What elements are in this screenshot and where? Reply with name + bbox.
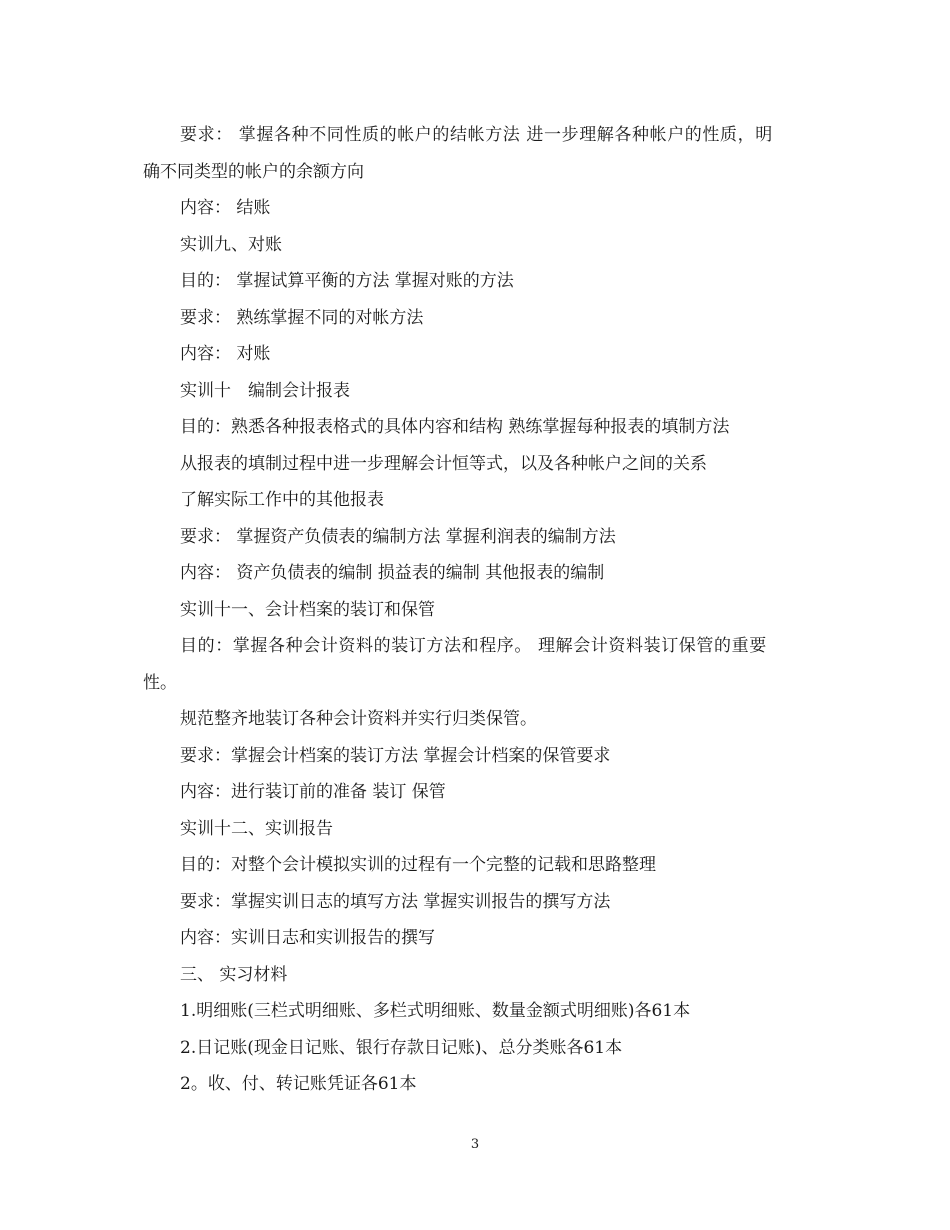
paragraph-line: 目的：对整个会计模拟实训的过程有一个完整的记载和思路整理: [180, 855, 656, 875]
paragraph-line: 要求： 熟练掌握不同的对帐方法: [180, 307, 424, 328]
paragraph-line: 了解实际工作中的其他报表: [180, 490, 384, 510]
paragraph-line: 性。: [143, 672, 177, 693]
list-item: 2。收、付、转记账凭证各61本: [180, 1074, 417, 1094]
section-heading: 三、 实习材料: [180, 964, 288, 985]
list-item: 1.明细账(三栏式明细账、多栏式明细账、数量金额式明细账)各61本: [180, 1001, 691, 1021]
section-heading: 实训九、对账: [180, 234, 282, 255]
section-heading: 实训十二、实训报告: [180, 818, 333, 839]
paragraph-line: 要求：掌握实训日志的填写方法 掌握实训报告的撰写方法: [180, 891, 611, 912]
paragraph-line: 规范整齐地装订各种会计资料并实行归类保管。: [180, 709, 537, 729]
paragraph-line: 要求： 掌握资产负债表的编制方法 掌握利润表的编制方法: [180, 526, 616, 547]
paragraph-line: 内容：进行装订前的准备 装订 保管: [180, 782, 446, 802]
paragraph-line: 要求： 掌握各种不同性质的帐户的结帐方法 进一步理解各种帐户的性质，明: [180, 125, 773, 145]
paragraph-line: 内容： 资产负债表的编制 损益表的编制 其他报表的编制: [180, 563, 605, 583]
paragraph-line: 内容： 对账: [180, 344, 271, 364]
paragraph-line: 内容： 结账: [180, 198, 271, 218]
section-heading: 实训十 编制会计报表: [180, 380, 350, 401]
paragraph-line: 内容：实训日志和实训报告的撰写: [180, 928, 435, 948]
paragraph-line: 目的：熟悉各种报表格式的具体内容和结构 熟练掌握每种报表的填制方法: [180, 417, 730, 437]
document-body: [143, 117, 808, 1103]
paragraph-line: 要求：掌握会计档案的装订方法 掌握会计档案的保管要求: [180, 745, 611, 766]
paragraph-line: 目的： 掌握试算平衡的方法 掌握对账的方法: [180, 271, 514, 291]
section-heading: 实训十一、会计档案的装订和保管: [180, 599, 435, 620]
list-item: 2.日记账(现金日记账、银行存款日记账)、总分类账各61本: [180, 1037, 623, 1058]
paragraph-line: 目的：掌握各种会计资料的装订方法和程序。 理解会计资料装订保管的重要: [180, 636, 767, 656]
paragraph-line: 确不同类型的帐户的余额方向: [143, 161, 364, 182]
page-number: 3: [470, 1137, 480, 1152]
paragraph-line: 从报表的填制过程中进一步理解会计恒等式，以及各种帐户之间的关系: [180, 453, 707, 474]
